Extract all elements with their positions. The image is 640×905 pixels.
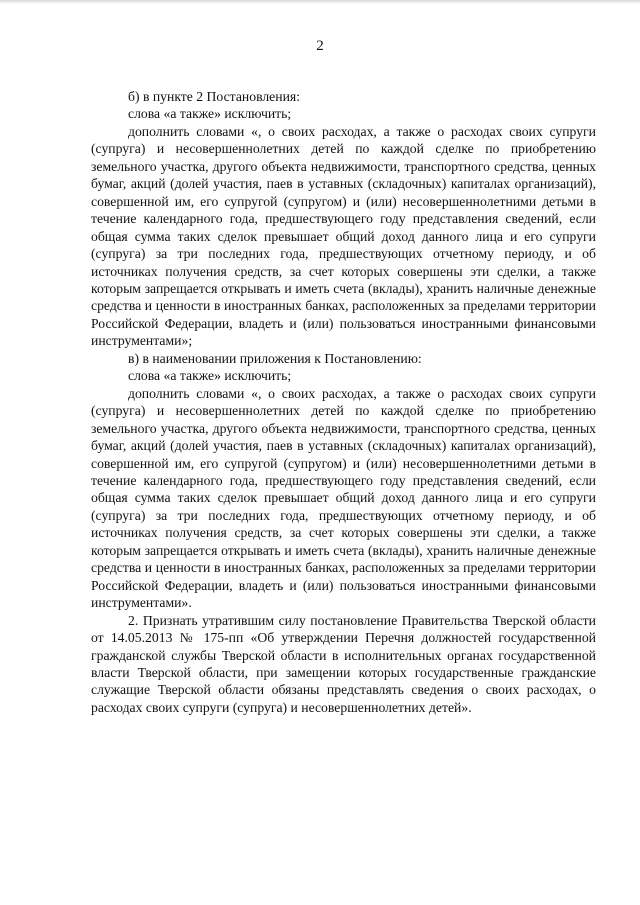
paragraph-add-words-2: дополнить словами «, о своих расходах, а также о расходах своих супруги (супруга) и несовершеннолетних детей по каждой сделке по приобретению земельного участка, другого объекта недвижимости, транспортного средства, ценных бумаг, акций (долей участия, паев в уставных (складочных) капиталах организаций), совершенной им, его супругой (супругом) и (или) несовершеннолетними детьми в течение календарного года, предшествующего году представления сведений, если общая сумма таких сделок превышает общий доход данного лица и его супруги (супруга) за три последних года, предшествующих отчетному периоду, и об источниках получения средств, за счет которых совершены эти сделки, а также которым запрещается открывать и иметь счета (вклады), хранить наличные денежные средства и ценности в иностранных банках, расположенных за пределами территории Российской Федерации, владеть и (или) пользоваться иностранными финансовыми инструментами». [91, 385, 596, 611]
paragraph-remove-words-2: слова «а также» исключить; [128, 368, 292, 384]
document-body [91, 88, 596, 716]
paragraph-add-words-1: дополнить словами «, о своих расходах, а также о расходах своих супруги (супруга) и несовершеннолетних детей по каждой сделке по приобретению земельного участка, другого объекта недвижимости, транспортного средства, ценных бумаг, акций (долей участия, паев в уставных (складочных) капиталах организаций), совершенной им, его супругой (супругом) и (или) несовершеннолетними детьми в течение календарного года, предшествующего году представления сведений, если общая сумма таких сделок превышает общий доход данного лица и его супруги (супруга) за три последних года, предшествующих отчетному периоду, и об источниках получения средств, за счет которых совершены эти сделки, а также которым запрещается открывать и иметь счета (вклады), хранить наличные денежные средства и ценности в иностранных банках, расположенных за пределами территории Российской Федерации, владеть и (или) пользоваться иностранными финансовыми инструментами»; [91, 123, 596, 349]
page-number: 2 [316, 38, 324, 54]
scan-top-edge [0, 0, 640, 4]
paragraph-item-b-heading: б) в пункте 2 Постановления: [128, 89, 301, 104]
paragraph-item-v-heading: в) в наименовании приложения к Постановлению: [128, 350, 422, 366]
paragraph-section-2: 2. Признать утратившим силу постановление Правительства Тверской области от 14.05.2013 № 175-пп «Об утверждении Перечня должностей государственной гражданской службы Тверской области в исполнительных органах государственной власти Тверской области, при замещении которых государственные гражданские служащие Тверской области обязаны представлять сведения о своих расходах, о расходах своих супруги (супруга) и несовершеннолетних детей». [91, 612, 596, 715]
paragraph-remove-words-1: слова «а также» исключить; [128, 106, 292, 122]
